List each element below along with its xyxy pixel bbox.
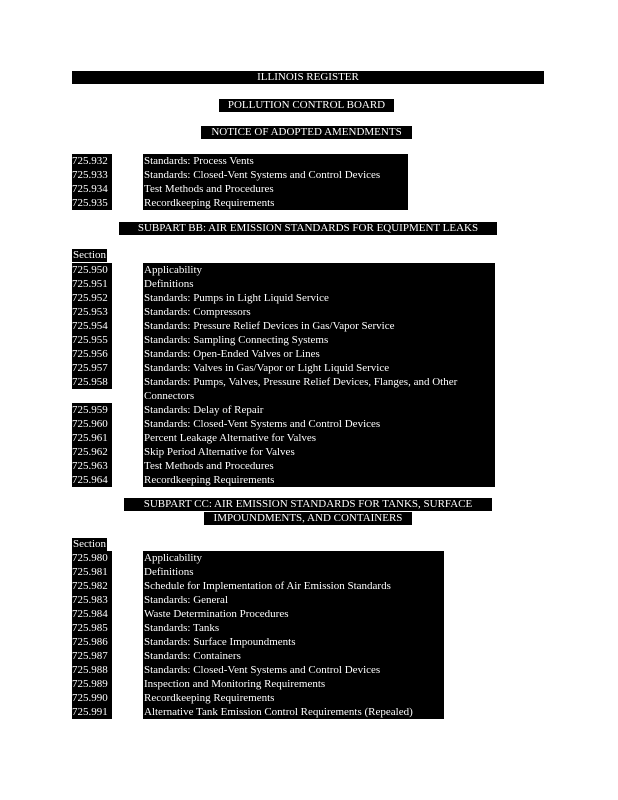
section-description: Standards: Sampling Connecting Systems: [143, 333, 495, 347]
section-row: [72, 263, 112, 277]
section-description: Recordkeeping Requirements: [143, 196, 408, 210]
section-row: [72, 154, 112, 168]
section-row: [72, 182, 112, 196]
subpart-cc-section-label: Section: [73, 538, 106, 550]
section-number: 725.934: [72, 182, 112, 196]
section-description: Applicability: [143, 263, 495, 277]
section-number: 725.984: [72, 607, 112, 621]
section-number: 725.980: [72, 551, 112, 565]
section-row: [72, 579, 112, 593]
section-description: Test Methods and Procedures: [143, 182, 408, 196]
section-number: 725.954: [72, 319, 112, 333]
section-number: 725.982: [72, 579, 112, 593]
section-number: 725.951: [72, 277, 112, 291]
section-description: Standards: Delay of Repair: [143, 403, 495, 417]
section-row: [72, 621, 112, 635]
section-description: Standards: Pressure Relief Devices in Gas/Vapor Service: [143, 319, 495, 333]
section-row: [72, 459, 112, 473]
section-row: [72, 196, 112, 210]
section-number: 725.953: [72, 305, 112, 319]
section-row: [72, 445, 112, 459]
section-row: [72, 635, 112, 649]
section-row: [72, 168, 112, 182]
section-description: Test Methods and Procedures: [143, 459, 495, 473]
section-description: Inspection and Monitoring Requirements: [143, 677, 444, 691]
section-row: [72, 593, 112, 607]
section-description: Waste Determination Procedures: [143, 607, 444, 621]
section-row: [72, 663, 112, 677]
section-row: [72, 305, 112, 319]
section-number: 725.989: [72, 677, 112, 691]
section-number: 725.986: [72, 635, 112, 649]
section-description: Standards: Valves in Gas/Vapor or Light Liquid Service: [143, 361, 495, 375]
section-description-continued: Connectors: [143, 389, 495, 403]
section-row: [72, 607, 112, 621]
section-row: [72, 291, 112, 305]
section-number: 725.935: [72, 196, 112, 210]
section-number: 725.987: [72, 649, 112, 663]
section-description: Standards: Pumps, Valves, Pressure Relief Devices, Flanges, and Other: [143, 375, 495, 389]
section-description: Standards: Tanks: [143, 621, 444, 635]
section-number: 725.985: [72, 621, 112, 635]
section-row: [72, 319, 112, 333]
section-description: Definitions: [143, 565, 444, 579]
subpart-bb-section-label: Section: [73, 249, 106, 261]
section-number: 725.990: [72, 691, 112, 705]
board-title: POLLUTION CONTROL BOARD: [219, 99, 394, 112]
section-row: [72, 347, 112, 361]
section-row: [72, 277, 112, 291]
section-row: [72, 677, 112, 691]
section-description: Standards: Surface Impoundments: [143, 635, 444, 649]
section-number: 725.960: [72, 417, 112, 431]
section-description: Standards: Closed-Vent Systems and Control Devices: [143, 417, 495, 431]
section-number: 725.961: [72, 431, 112, 445]
section-description: Percent Leakage Alternative for Valves: [143, 431, 495, 445]
subpart-bb-title: SUBPART BB: AIR EMISSION STANDARDS FOR EQUIPMENT LEAKS: [119, 222, 497, 235]
section-row: [72, 691, 112, 705]
section-number: 725.962: [72, 445, 112, 459]
section-number: 725.950: [72, 263, 112, 277]
section-description: Alternative Tank Emission Control Requirements (Repealed): [143, 705, 444, 719]
section-number: 725.964: [72, 473, 112, 487]
section-row: [72, 333, 112, 347]
section-description: Standards: Containers: [143, 649, 444, 663]
section-row: [72, 705, 112, 719]
section-description: Definitions: [143, 277, 495, 291]
section-description: Standards: Process Vents: [143, 154, 408, 168]
section-row: [72, 565, 112, 579]
section-description: Schedule for Implementation of Air Emission Standards: [143, 579, 444, 593]
section-description: Recordkeeping Requirements: [143, 473, 495, 487]
register-header: ILLINOIS REGISTER: [72, 71, 544, 84]
section-description: Standards: Pumps in Light Liquid Service: [143, 291, 495, 305]
section-number: 725.988: [72, 663, 112, 677]
section-description: Standards: Closed-Vent Systems and Control Devices: [143, 168, 408, 182]
section-number: 725.933: [72, 168, 112, 182]
section-row: [72, 473, 112, 487]
section-description: Skip Period Alternative for Valves: [143, 445, 495, 459]
section-number: 725.952: [72, 291, 112, 305]
section-number: 725.956: [72, 347, 112, 361]
section-number: 725.932: [72, 154, 112, 168]
section-description: Standards: General: [143, 593, 444, 607]
section-row: [72, 361, 112, 375]
section-description: Standards: Compressors: [143, 305, 495, 319]
section-number: 725.963: [72, 459, 112, 473]
section-number: 725.983: [72, 593, 112, 607]
section-row: [72, 551, 112, 565]
section-row: [72, 417, 112, 431]
section-description: Applicability: [143, 551, 444, 565]
section-number: 725.957: [72, 361, 112, 375]
section-number: 725.991: [72, 705, 112, 719]
section-row: [72, 403, 112, 417]
section-number: 725.958: [72, 375, 112, 389]
subpart-cc-title-line1: SUBPART CC: AIR EMISSION STANDARDS FOR TANKS, SURFACE: [124, 498, 492, 511]
section-row: [72, 375, 112, 389]
section-row: [72, 649, 112, 663]
section-description: Recordkeeping Requirements: [143, 691, 444, 705]
section-description: Standards: Closed-Vent Systems and Control Devices: [143, 663, 444, 677]
section-number: 725.959: [72, 403, 112, 417]
section-row: [72, 431, 112, 445]
section-description: Standards: Open-Ended Valves or Lines: [143, 347, 495, 361]
section-number: 725.955: [72, 333, 112, 347]
notice-title: NOTICE OF ADOPTED AMENDMENTS: [201, 126, 412, 139]
section-number: 725.981: [72, 565, 112, 579]
subpart-cc-title-line2: IMPOUNDMENTS, AND CONTAINERS: [204, 512, 412, 525]
